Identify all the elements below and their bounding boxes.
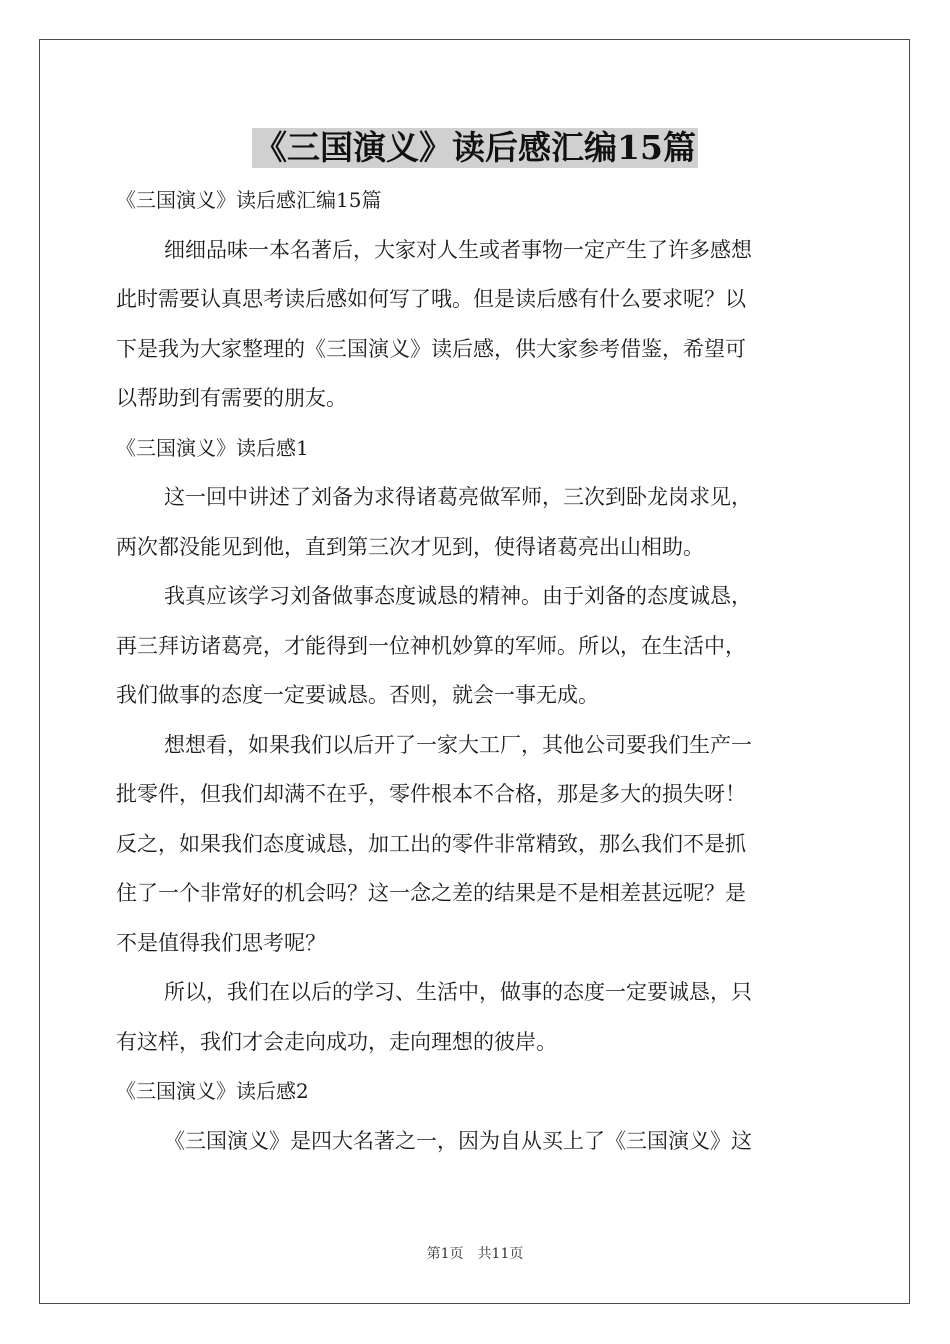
paragraph-line: 下是我为大家整理的《三国演义》读后感，供大家参考借鉴，希望可 xyxy=(116,336,746,361)
section-heading: 《三国演义》读后感1 xyxy=(116,435,309,460)
document-title: 《三国演义》读后感汇编15篇 xyxy=(254,128,696,167)
section-heading: 《三国演义》读后感2 xyxy=(116,1079,309,1103)
paragraph-line: 再三拜访诸葛亮，才能得到一位神机妙算的军师。所以，在生活中， xyxy=(116,633,746,658)
paragraph-line: 《三国演义》是四大名著之一，因为自从买上了《三国演义》这 xyxy=(164,1128,752,1153)
paragraph-line: 此时需要认真思考读后感如何写了哦。但是读后感有什么要求呢？以 xyxy=(116,287,746,311)
paragraph-line: 批零件，但我们却满不在乎，零件根本不合格，那是多大的损失呀！ xyxy=(116,782,746,806)
paragraph-line: 有这样，我们才会走向成功，走向理想的彼岸。 xyxy=(116,1029,557,1054)
page-number: 第1页 xyxy=(426,1246,464,1262)
paragraph-line: 两次都没能见到他，直到第三次才见到，使得诸葛亮出山相助。 xyxy=(116,534,704,559)
paragraph-line: 细细品味一本名著后，大家对人生或者事物一定产生了许多感想 xyxy=(164,237,752,262)
paragraph-line: 我们做事的态度一定要诚恳。否则，就会一事无成。 xyxy=(116,683,599,707)
page-footer xyxy=(0,1243,950,1263)
paragraph-line: 我真应该学习刘备做事态度诚恳的精神。由于刘备的态度诚恳， xyxy=(164,584,752,608)
paragraph-line: 想想看，如果我们以后开了一家大工厂，其他公司要我们生产一 xyxy=(164,732,752,757)
paragraph-line: 不是值得我们思考呢？ xyxy=(116,930,326,955)
section-heading: 《三国演义》读后感汇编15篇 xyxy=(116,188,382,212)
paragraph-line: 这一回中讲述了刘备为求得诸葛亮做军师，三次到卧龙岗求见， xyxy=(164,485,752,509)
title-container xyxy=(0,128,950,168)
paragraph-line: 以帮助到有需要的朋友。 xyxy=(116,386,347,410)
paragraph-line: 所以，我们在以后的学习、生活中，做事的态度一定要诚恳，只 xyxy=(164,980,752,1004)
paragraph-line: 反之，如果我们态度诚恳，加工出的零件非常精致，那么我们不是抓 xyxy=(116,831,746,856)
page-total: 共11页 xyxy=(477,1246,524,1262)
paragraph-line: 住了一个非常好的机会吗？这一念之差的结果是不是相差甚远呢？是 xyxy=(116,881,746,905)
document-body xyxy=(116,176,836,1166)
